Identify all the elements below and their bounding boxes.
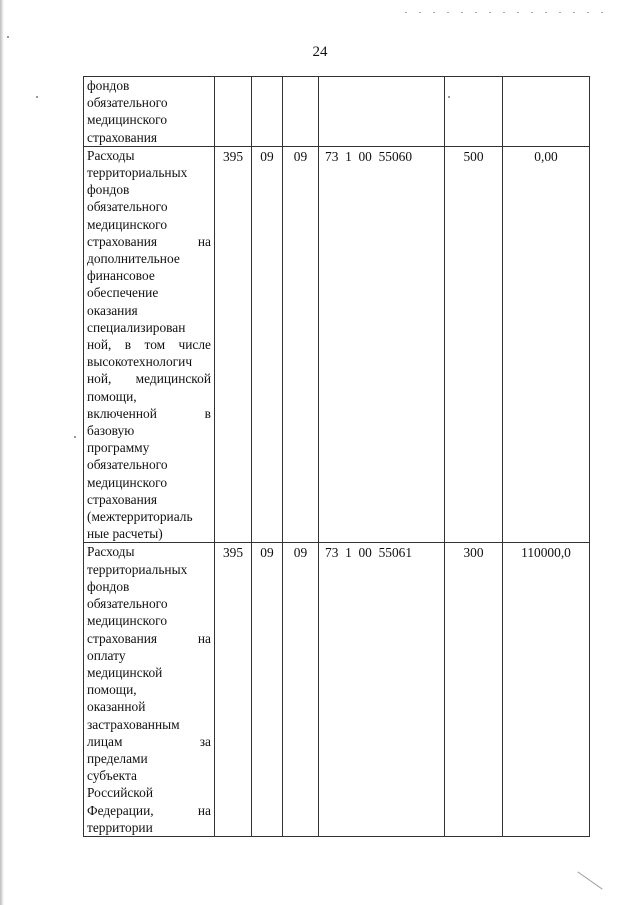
scan-shadow-edge [0, 0, 4, 905]
description-line: дополнительное [87, 251, 180, 267]
table-row [84, 543, 590, 836]
description-line: медицинского [87, 474, 168, 490]
description-line: помощи, [87, 388, 137, 404]
subsection-code-cell [283, 77, 319, 147]
description-line: обеспечение [87, 285, 159, 301]
scan-dash [577, 871, 602, 889]
amount-cell: 0,00 [503, 146, 590, 543]
description-line: страхования на [87, 630, 211, 646]
budget-table [83, 76, 590, 837]
description-line: медицинского [87, 613, 168, 629]
table-row [84, 77, 590, 147]
expense-type-cell [445, 77, 503, 147]
row-description [84, 543, 215, 836]
description-line: страхования на [87, 233, 211, 249]
page-number: 24 [312, 44, 328, 60]
description-line: обязательного [87, 457, 168, 473]
table-row [84, 146, 590, 543]
description-line: обязательного [87, 596, 168, 612]
description-line: территориальных [87, 165, 188, 181]
description-line: Федерации, на [87, 802, 211, 818]
description-line: высокотехнологич [87, 354, 193, 370]
scan-speck [448, 96, 450, 98]
description-line: включенной в [87, 405, 211, 421]
grbs-code-cell: 395 [215, 146, 252, 543]
target-article-cell: 73 1 00 55060 [319, 146, 445, 543]
description-line: медицинского [87, 216, 168, 232]
description-line: оплату [87, 647, 126, 663]
description-line: территориальных [87, 561, 188, 577]
description-line: пределами [87, 750, 148, 766]
description-line: субъекта [87, 768, 137, 784]
description-line: Расходы [87, 544, 135, 560]
description-line: оказания [87, 302, 138, 318]
amount-cell: 110000,0 [503, 543, 590, 836]
section-code-cell: 09 [252, 146, 283, 543]
description-line: Расходы [87, 147, 135, 163]
description-line: страхования [87, 129, 158, 145]
target-article-cell: 73 1 00 55061 [319, 543, 445, 836]
description-line: программу [87, 440, 150, 456]
scan-speck [7, 36, 9, 38]
description-line: Российской [87, 785, 153, 801]
amount-cell [503, 77, 590, 147]
grbs-code-cell: 395 [215, 543, 252, 836]
description-line: специализирован [87, 319, 186, 335]
description-line: обязательного [87, 199, 168, 215]
row-description [84, 77, 215, 147]
section-code-cell: 09 [252, 543, 283, 836]
subsection-code-cell: 09 [283, 543, 319, 836]
section-code-cell [252, 77, 283, 147]
expense-type-cell: 300 [445, 543, 503, 836]
description-line: ной, в том числе [87, 337, 211, 353]
description-line: застрахованным [87, 716, 180, 732]
description-line: медицинского [87, 112, 168, 128]
description-line: базовую [87, 423, 135, 439]
description-line: фондов [87, 78, 130, 93]
description-line: оказанной [87, 699, 146, 715]
table-body [84, 77, 590, 837]
scan-speck [74, 436, 76, 438]
description-line: финансовое [87, 268, 155, 284]
target-article-cell [319, 77, 445, 147]
scan-dash [405, 12, 605, 13]
description-line: ные расчеты) [87, 526, 163, 542]
grbs-code-cell [215, 77, 252, 147]
description-line: территории [87, 819, 153, 835]
description-line: помощи, [87, 682, 137, 698]
description-line: (межтерриториаль [87, 509, 193, 525]
description-line: фондов [87, 182, 130, 198]
subsection-code-cell: 09 [283, 146, 319, 543]
description-line: страхования [87, 491, 158, 507]
description-line: медицинской [87, 664, 163, 680]
description-line: обязательного [87, 95, 168, 111]
expense-type-cell: 500 [445, 146, 503, 543]
row-description [84, 146, 215, 543]
scan-speck [36, 96, 38, 98]
description-line: ной, медицинской [87, 371, 211, 387]
description-line: фондов [87, 578, 130, 594]
description-line: лицам за [87, 733, 211, 749]
